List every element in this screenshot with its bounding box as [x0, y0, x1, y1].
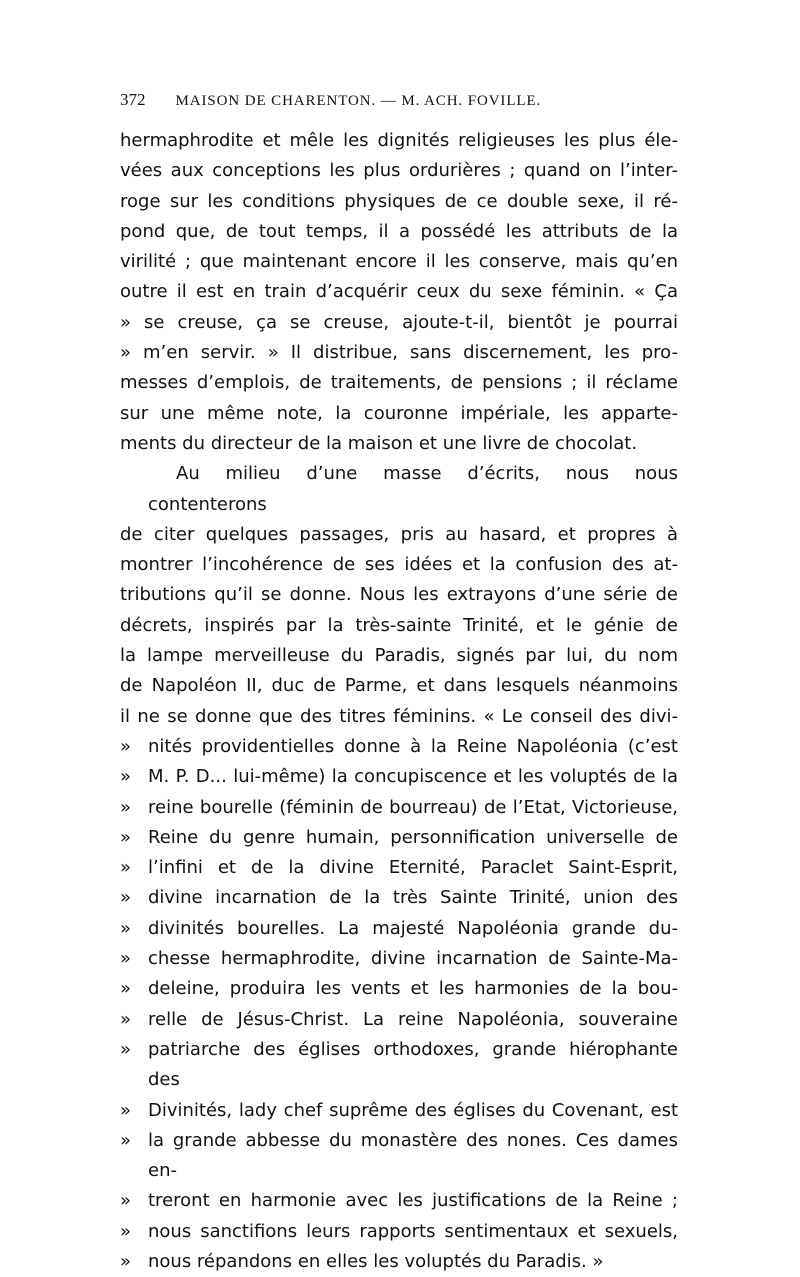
- text-line: sur une même note, la couronne impériale, les apparte-: [120, 402, 678, 424]
- body-text: [120, 126, 678, 1277]
- quotation-text: Divinités, lady chef suprême des églises du Covenant, est: [148, 1099, 678, 1121]
- guillemet-mark: »: [120, 1250, 132, 1272]
- quotation-text: divinités bourelles. La majesté Napoléonia grande du-: [148, 917, 678, 939]
- guillemet-mark: »: [120, 1220, 132, 1242]
- page-number: 372: [120, 90, 146, 109]
- guillemet-mark: »: [120, 1008, 132, 1030]
- text-line: de citer quelques passages, pris au hasard, et propres à: [120, 523, 678, 545]
- quotation-text: Reine du genre humain, personnification universelle de: [148, 826, 678, 848]
- book-page: [120, 90, 678, 1277]
- quotation-line: [120, 1035, 678, 1096]
- guillemet-mark: »: [120, 857, 132, 879]
- quotation-line: [120, 732, 678, 762]
- quotation-line: [120, 1126, 678, 1187]
- guillemet-mark: »: [120, 948, 132, 970]
- guillemet-mark: »: [120, 826, 132, 848]
- text-line: roge sur les conditions physiques de ce double sexe, il ré-: [120, 190, 678, 212]
- guillemet-mark: »: [120, 735, 132, 757]
- quotation-text: la grande abbesse du monastère des nones. Ces dames en-: [148, 1129, 678, 1182]
- text-line: décrets, inspirés par la très-sainte Trinité, et le génie de: [120, 614, 678, 636]
- text-line: de Napoléon II, duc de Parme, et dans lesquels néanmoins: [120, 675, 678, 697]
- text-line: outre il est en train d’acquérir ceux du sexe féminin. « Ça: [120, 281, 678, 303]
- guillemet-mark: »: [120, 796, 132, 818]
- quotation-text: chesse hermaphrodite, divine incarnation de Sainte-Ma-: [148, 948, 678, 970]
- paragraph-2: [120, 459, 678, 732]
- quotation-line: [120, 944, 678, 974]
- guillemet-mark: »: [120, 1190, 132, 1212]
- text-line: tributions qu’il se donne. Nous les extrayons d’une série de: [120, 584, 678, 606]
- quotation-line: [120, 1186, 678, 1216]
- quotation-line: [120, 793, 678, 823]
- text-line: il ne se donne que des titres féminins. « Le conseil des divi-: [120, 705, 678, 727]
- text-line: hermaphrodite et mêle les dignités religieuses les plus éle-: [120, 130, 678, 151]
- text-line: Au milieu d’une masse d’écrits, nous nous contenterons: [148, 463, 678, 515]
- quotation-text: patriarche des églises orthodoxes, grande hiérophante des: [148, 1038, 678, 1091]
- quotation-text: divine incarnation de la très Sainte Trinité, union des: [148, 887, 678, 909]
- text-line: ments du directeur de la maison et une livre de chocolat.: [120, 432, 638, 454]
- quotation-text: reine bourelle (féminin de bourreau) de l’Etat, Victorieuse,: [148, 796, 678, 818]
- quotation-line: [120, 1217, 678, 1247]
- text-line: messes d’emplois, de traitements, de pensions ; il réclame: [120, 372, 678, 394]
- guillemet-mark: »: [120, 887, 132, 909]
- quotation-line: [120, 853, 678, 883]
- guillemet-mark: »: [120, 1038, 132, 1060]
- guillemet-mark: »: [120, 978, 132, 1000]
- text-line: montrer l’incohérence de ses idées et la confusion des at-: [120, 554, 678, 576]
- guillemet-mark: »: [120, 766, 132, 788]
- quotation-text: deleine, produira les vents et les harmonies de la bou-: [148, 978, 678, 1000]
- paragraph-1: [120, 126, 678, 459]
- quotation-text: nous répandons en elles les voluptés du Paradis. »: [148, 1250, 604, 1272]
- quotation-line: [120, 914, 678, 944]
- guillemet-mark: »: [120, 1129, 132, 1151]
- quotation-line: [120, 1096, 678, 1126]
- quotation-text: nités providentielles donne à la Reine Napoléonia (c’est: [148, 735, 678, 757]
- guillemet-mark: »: [120, 1099, 132, 1121]
- decree-quotation: [120, 732, 678, 1277]
- quotation-text: treront en harmonie avec les justifications de la Reine ;: [148, 1190, 678, 1212]
- quotation-line: [120, 1005, 678, 1035]
- text-line: » m’en servir. » Il distribue, sans discernement, les pro-: [120, 342, 678, 364]
- quotation-line: [120, 974, 678, 1004]
- quotation-line: [120, 762, 678, 792]
- quotation-line: [120, 823, 678, 853]
- text-line: la lampe merveilleuse du Paradis, signés par lui, du nom: [120, 645, 678, 667]
- text-line: » se creuse, ça se creuse, ajoute-t-il, bientôt je pourrai: [120, 311, 678, 333]
- running-title: MAISON DE CHARENTON. — M. ACH. FOVILLE.: [175, 93, 542, 109]
- running-head: [120, 90, 678, 118]
- quotation-line: [120, 883, 678, 913]
- quotation-text: l’infini et de la divine Eternité, Paraclet Saint-Esprit,: [148, 857, 678, 879]
- quotation-line: [120, 1247, 678, 1277]
- text-line: virilité ; que maintenant encore il les conserve, mais qu’en: [120, 251, 678, 273]
- text-line: pond que, de tout temps, il a possédé les attributs de la: [120, 220, 678, 242]
- guillemet-mark: »: [120, 917, 132, 939]
- quotation-text: relle de Jésus-Christ. La reine Napoléonia, souveraine: [148, 1008, 678, 1030]
- quotation-text: nous sanctifions leurs rapports sentimentaux et sexuels,: [148, 1220, 678, 1242]
- quotation-text: M. P. D... lui-même) la concupiscence et les voluptés de la: [148, 766, 678, 788]
- text-line: vées aux conceptions les plus ordurières ; quand on l’inter-: [120, 160, 678, 182]
